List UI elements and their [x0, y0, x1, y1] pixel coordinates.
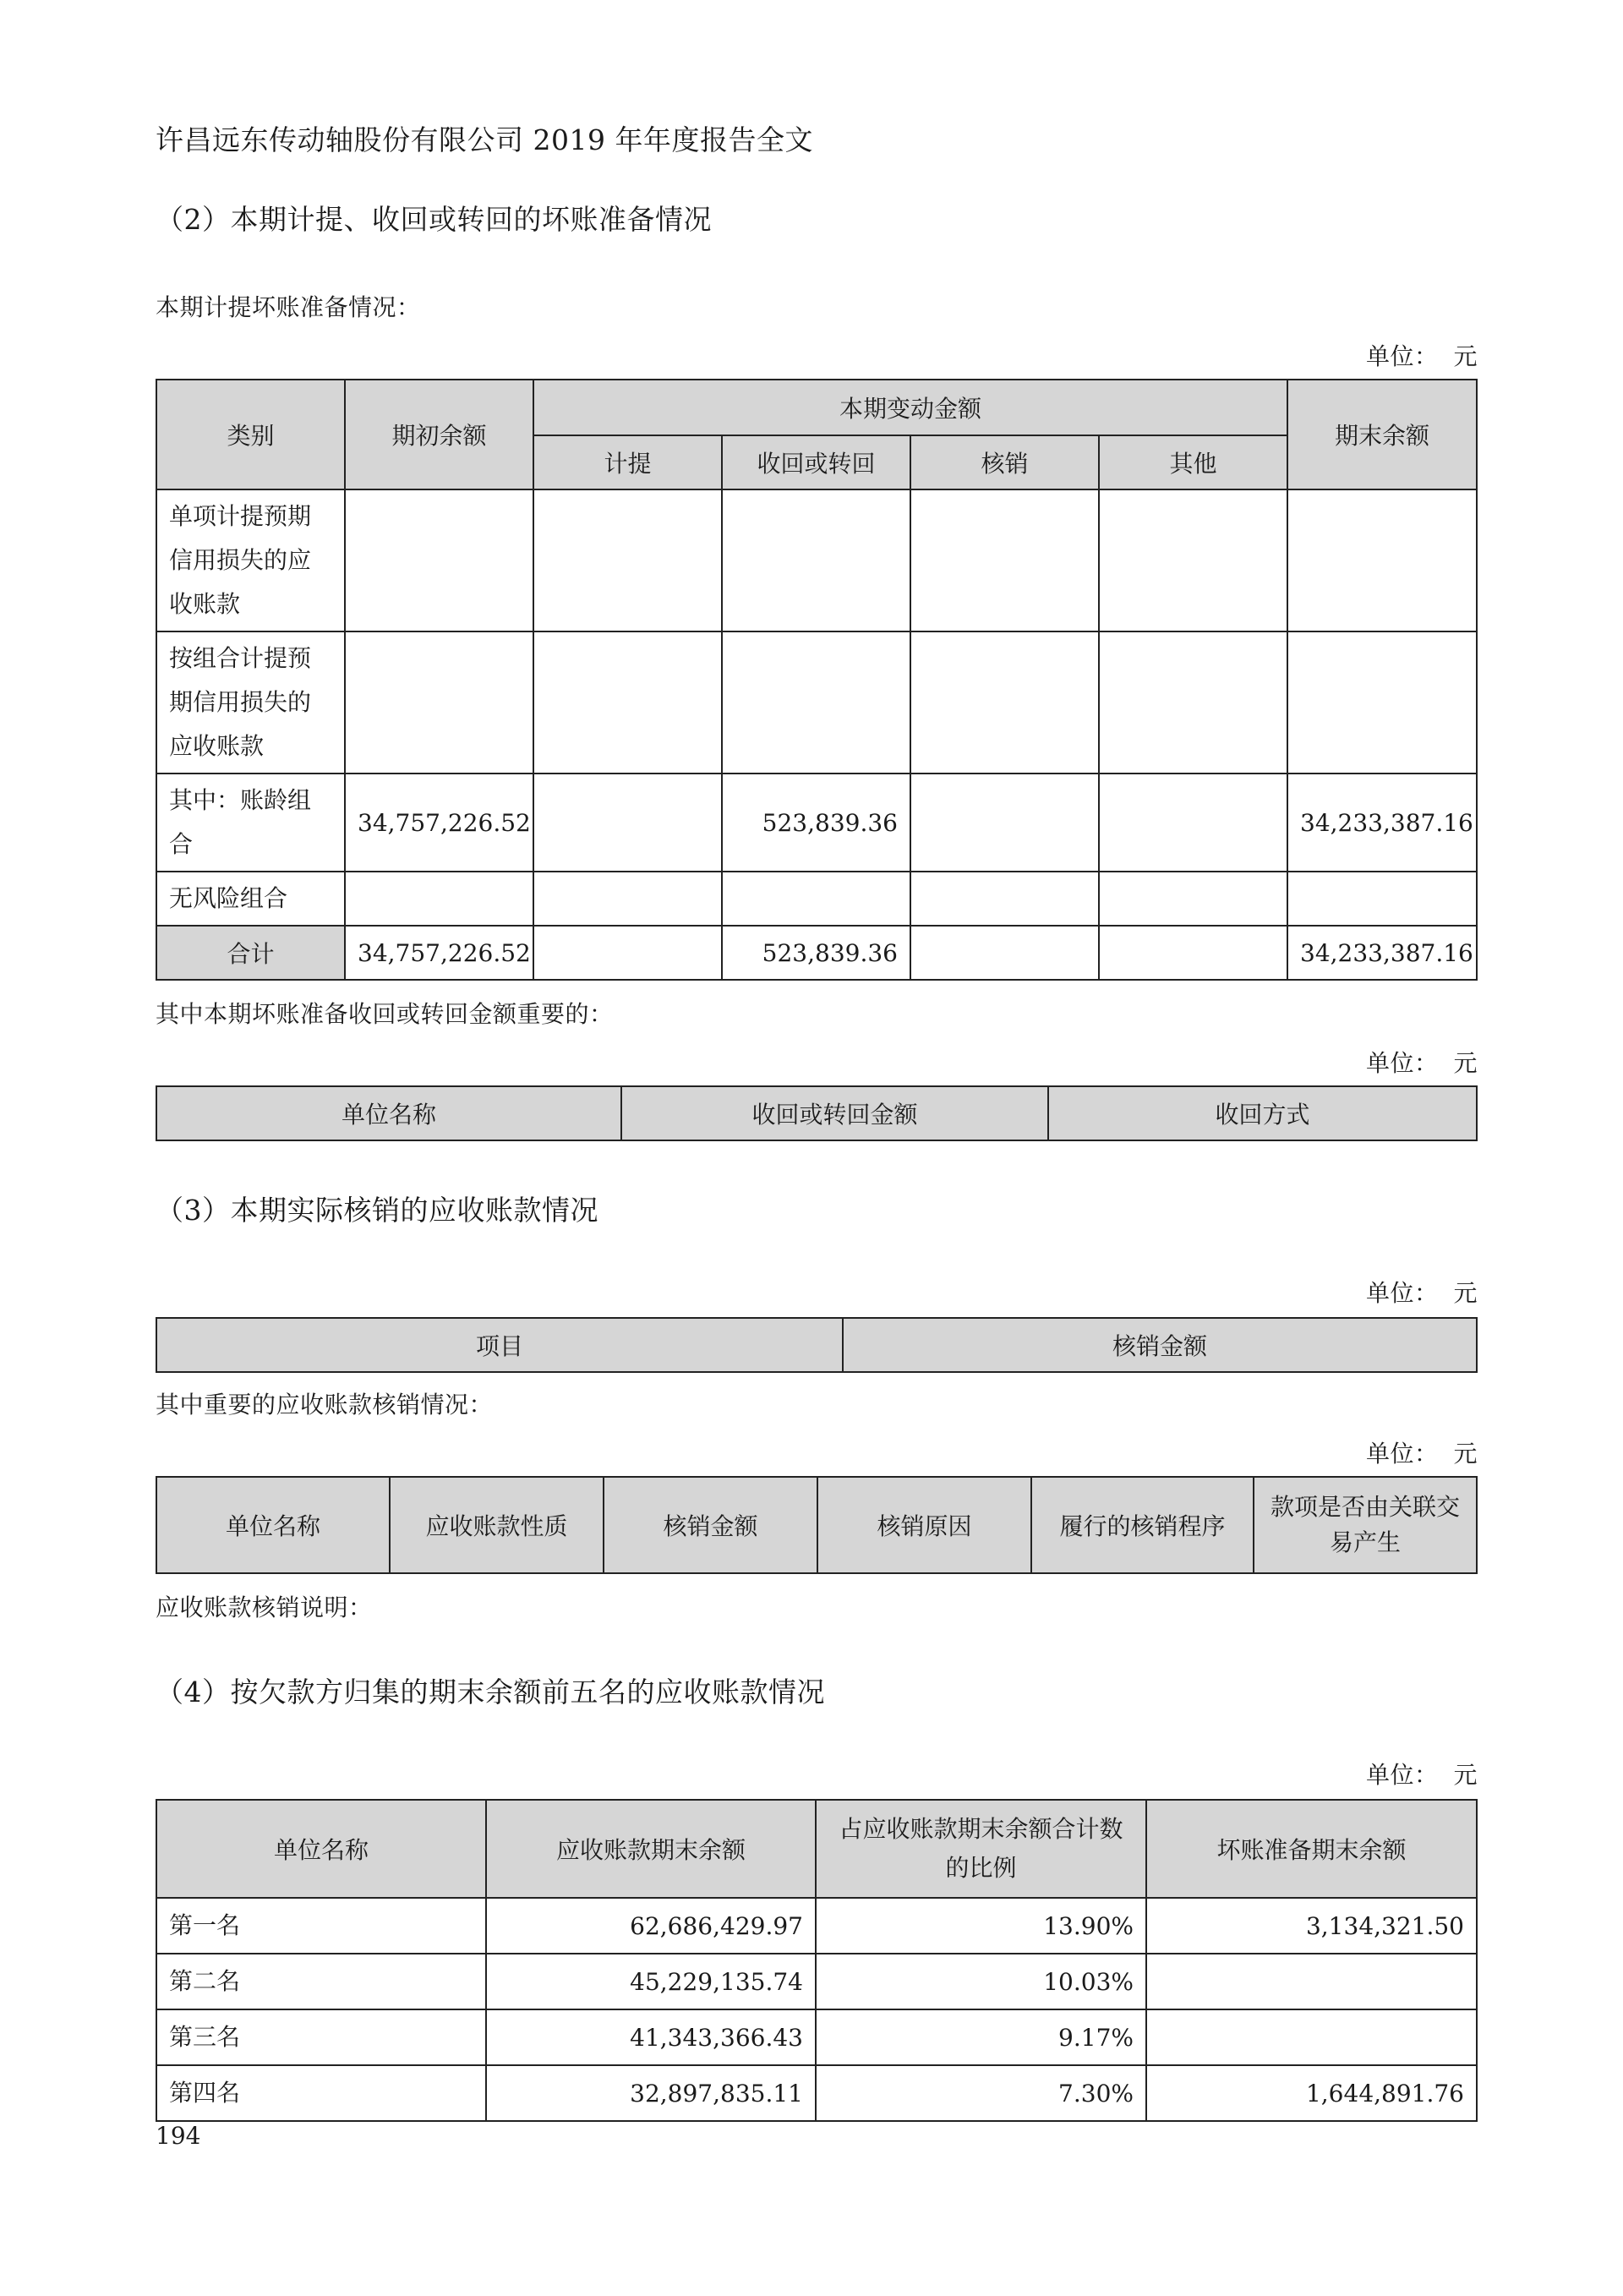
unit-value: 元: [1453, 1440, 1478, 1468]
section-2-subtitle: 本期计提坏账准备情况：: [156, 293, 421, 321]
col-unit-name: 单位名称: [156, 1800, 486, 1898]
section-4-unit: [1366, 1757, 1478, 1790]
writeoff-important-note: 其中重要的应收账款核销情况：: [156, 1391, 494, 1419]
section-4-heading: （4）按欠款方归集的期末余额前五名的应收账款情况: [156, 1676, 825, 1708]
table-row: 第三名 41,343,366.43 9.17%: [156, 2009, 1477, 2065]
col-unit-name: 单位名称: [156, 1086, 621, 1140]
col-recovery: 收回或转回: [722, 435, 910, 489]
col-writeoff-amount: 核销金额: [604, 1477, 817, 1573]
top5-debtor-table: [156, 1799, 1478, 2122]
section-2-heading: （2）本期计提、收回或转回的坏账准备情况: [156, 203, 712, 236]
col-opening: 期初余额: [345, 380, 533, 489]
unit-label: 单位：: [1365, 1440, 1439, 1468]
writeoff-explanation: 应收账款核销说明：: [156, 1594, 373, 1621]
writeoff-table: [156, 1317, 1478, 1373]
row-category: 其中：账龄组合: [156, 774, 345, 872]
debtor-name: 第三名: [156, 2009, 486, 2065]
section-2-unit: [1366, 338, 1478, 372]
row-category: 单项计提预期信用损失的应收账款: [156, 489, 345, 631]
col-related-party: 款项是否由关联交易产生: [1254, 1477, 1477, 1573]
unit-value: 元: [1453, 1279, 1478, 1307]
provision-table: [156, 379, 1478, 981]
page-number: 194: [156, 2122, 201, 2150]
col-allowance: 坏账准备期末余额: [1146, 1800, 1477, 1898]
writeoff-important-table: [156, 1476, 1478, 1574]
row-category: 无风险组合: [156, 872, 345, 926]
col-recovery-method: 收回方式: [1048, 1086, 1477, 1140]
section-2-unit-2: [1366, 1045, 1478, 1079]
col-ratio: 占应收账款期末余额合计数的比例: [816, 1800, 1146, 1898]
unit-value: 元: [1453, 342, 1478, 370]
total-row: 合计 34,757,226.52 523,839.36 34,233,387.16: [156, 926, 1477, 980]
col-recovery-amount: 收回或转回金额: [621, 1086, 1048, 1140]
col-nature: 应收账款性质: [390, 1477, 604, 1573]
table-row: [156, 872, 1477, 926]
table-row: 第四名 32,897,835.11 7.30% 1,644,891.76: [156, 2065, 1477, 2121]
unit-value: 元: [1453, 1049, 1478, 1077]
unit-value: 元: [1453, 1761, 1478, 1789]
report-header: 许昌远东传动轴股份有限公司 2019 年年度报告全文: [156, 123, 813, 156]
col-writeoff: 核销: [910, 435, 1099, 489]
col-procedure: 履行的核销程序: [1031, 1477, 1254, 1573]
unit-label: 单位：: [1365, 1761, 1439, 1789]
unit-label: 单位：: [1365, 1049, 1439, 1077]
section-3-heading: （3）本期实际核销的应收账款情况: [156, 1194, 598, 1227]
col-change-group: 本期变动金额: [533, 380, 1287, 435]
col-balance: 应收账款期末余额: [486, 1800, 816, 1898]
unit-label: 单位：: [1365, 1279, 1439, 1307]
recovery-important-table: [156, 1085, 1478, 1141]
debtor-name: 第二名: [156, 1954, 486, 2009]
table-row: 第一名 62,686,429.97 13.90% 3,134,321.50: [156, 1898, 1477, 1954]
table-row: 第二名 45,229,135.74 10.03%: [156, 1954, 1477, 2009]
col-writeoff-amount: 核销金额: [843, 1318, 1477, 1372]
section-3-unit: [1366, 1275, 1478, 1309]
table-row: 其中：账龄组合 34,757,226.52 523,839.36 34,233,387.16: [156, 774, 1477, 872]
debtor-name: 第一名: [156, 1898, 486, 1954]
row-category: 按组合计提预期信用损失的应收账款: [156, 631, 345, 774]
unit-label: 单位：: [1365, 342, 1439, 370]
recovery-important-note: 其中本期坏账准备收回或转回金额重要的：: [156, 1000, 614, 1028]
table-row: [156, 631, 1477, 774]
col-closing: 期末余额: [1287, 380, 1477, 489]
total-label: 合计: [156, 926, 345, 980]
debtor-name: 第四名: [156, 2065, 486, 2121]
table-row: [156, 489, 1477, 631]
col-writeoff-reason: 核销原因: [817, 1477, 1031, 1573]
col-provision: 计提: [533, 435, 722, 489]
section-3-unit-2: [1366, 1435, 1478, 1469]
col-item: 项目: [156, 1318, 843, 1372]
col-unit-name: 单位名称: [156, 1477, 390, 1573]
col-other: 其他: [1099, 435, 1287, 489]
col-category: 类别: [156, 380, 345, 489]
